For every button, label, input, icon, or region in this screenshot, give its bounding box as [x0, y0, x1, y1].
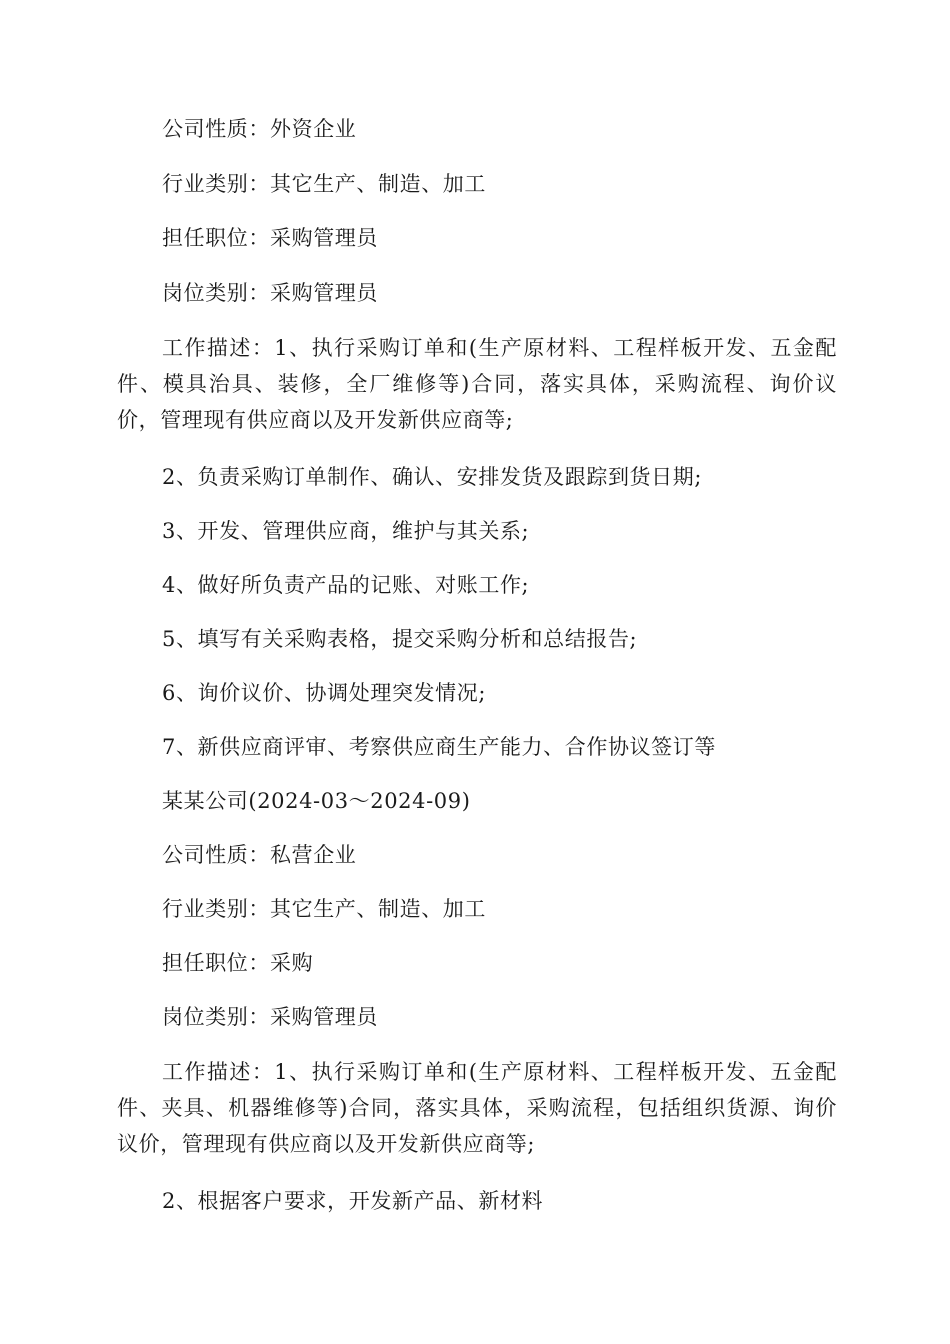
job-description-2: 工作描述：1、执行采购订单和(生产原材料、工程样板开发、五金配件、夹具、机器维修等)合同，落实具体，采购流程，包括组织货源、询价议价，管理现有供应商以及开发新供应商等; [117, 1060, 837, 1156]
company-nature-1: 公司性质：外资企业 [162, 117, 357, 141]
job-description-1: 工作描述：1、执行采购订单和(生产原材料、工程样板开发、五金配件、模具治具、装修，全厂维修等)合同，落实具体，采购流程、询价议价，管理现有供应商以及开发新供应商等; [117, 336, 837, 432]
industry-category-2: 行业类别：其它生产、制造、加工 [162, 897, 486, 921]
job1-item-6: 6、询价议价、协调处理突发情况; [162, 681, 487, 705]
company-2-header: 某某公司(2024-03～2024-09) [162, 789, 471, 813]
position-category-2: 岗位类别：采购管理员 [162, 1005, 378, 1029]
job1-item-2: 2、负责采购订单制作、确认、安排发货及跟踪到货日期; [162, 465, 703, 489]
job1-item-4: 4、做好所负责产品的记账、对账工作; [162, 573, 530, 597]
job1-item-3: 3、开发、管理供应商，维护与其关系; [162, 519, 530, 543]
position-held-2: 担任职位：采购 [162, 951, 314, 975]
company-nature-2: 公司性质：私营企业 [162, 843, 357, 867]
industry-category-1: 行业类别：其它生产、制造、加工 [162, 172, 486, 196]
job1-item-7: 7、新供应商评审、考察供应商生产能力、合作协议签订等 [162, 735, 716, 759]
job1-item-5: 5、填写有关采购表格，提交采购分析和总结报告; [162, 627, 638, 651]
position-category-1: 岗位类别：采购管理员 [162, 281, 378, 305]
position-held-1: 担任职位：采购管理员 [162, 226, 378, 250]
job2-item-2: 2、根据客户要求，开发新产品、新材料 [162, 1189, 544, 1213]
